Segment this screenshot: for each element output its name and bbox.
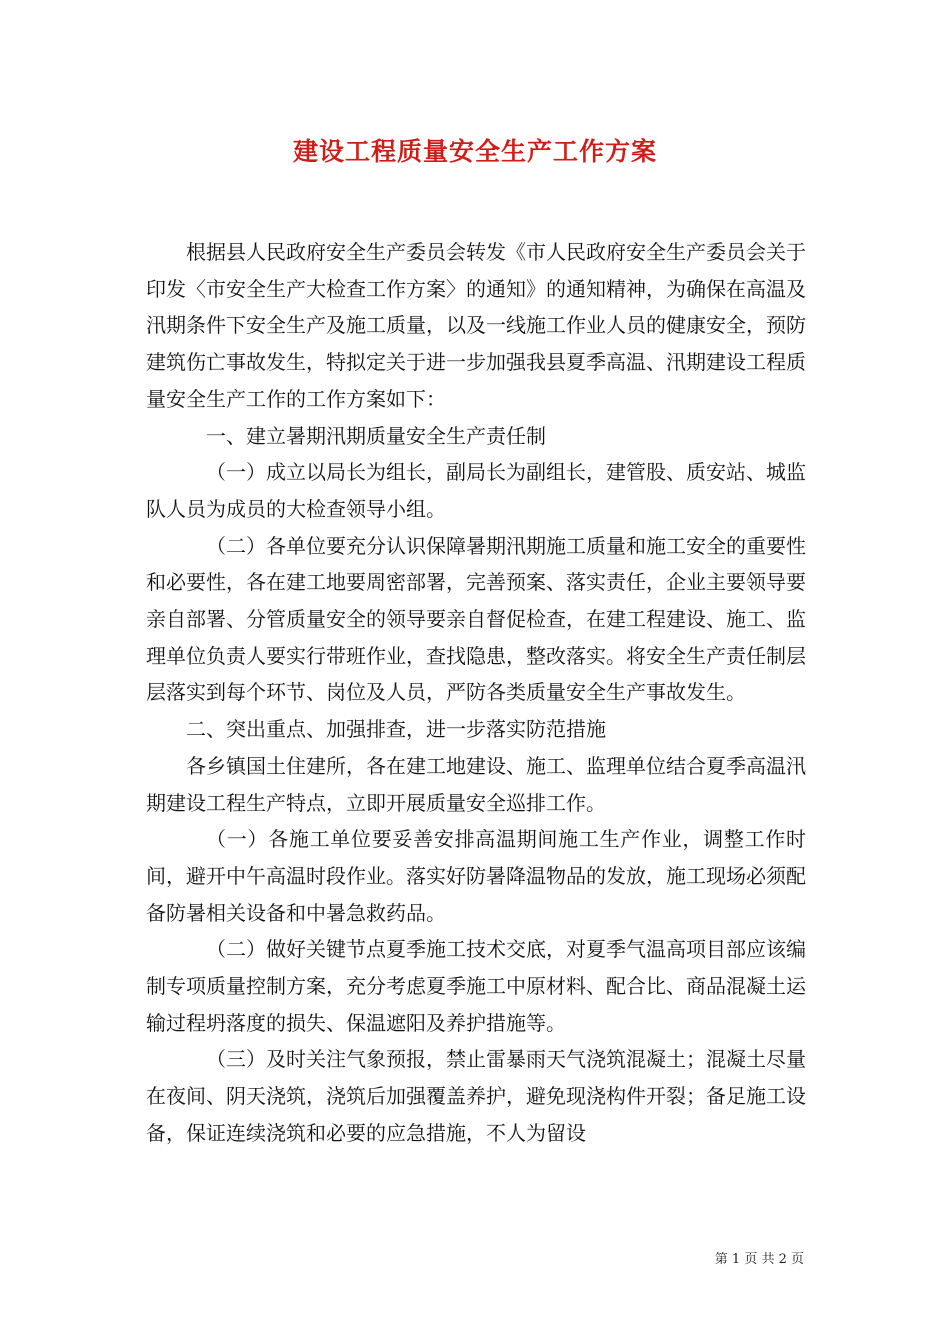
document-title: 建设工程质量安全生产工作方案 [292,137,657,166]
document-body [146,234,806,1152]
page-number: 第 1 页 共 2 页 [714,1252,804,1267]
paragraph-2-3: （三）及时关注气象预报，禁止雷暴雨天气浇筑混凝土；混凝土尽量在夜间、阴天浇筑，浇筑后加强覆盖养护，避免现浇构件开裂；备足施工设备，保证连续浇筑和必要的应急措施，不人为留设 [146,1047,806,1145]
paragraph-intro: 根据县人民政府安全生产委员会转发《市人民政府安全生产委员会关于印发〈市安全生产大检查工作方案〉的通知》的通知精神，为确保在高温及汛期条件下安全生产及施工质量，以及一线施工作业人员的健康安全，预防建筑伤亡事故发生，特拟定关于进一步加强我县夏季高温、汛期建设工程质量安全生产工作的工作方案如下： [146,240,806,411]
paragraph-1-1: （一）成立以局长为组长，副局长为副组长，建管股、质安站、城监队人员为成员的大检查领导小组。 [146,460,806,521]
section-heading-2: 二、突出重点、加强排查，进一步落实防范措施 [186,717,606,742]
paragraph-1-2: （二）各单位要充分认识保障暑期汛期施工质量和施工安全的重要性和必要性，各在建工地要周密部署，完善预案、落实责任，企业主要领导要亲自部署、分管质量安全的领导要亲自督促检查，在建工程建设、施工、监理单位负责人要实行带班作业，查找隐患，整改落实。将安全生产责任制层层落实到每个环节、岗位及人员，严防各类质量安全生产事故发生。 [146,533,806,705]
paragraph-2-2: （二）做好关键节点夏季施工技术交底，对夏季气温高项目部应该编制专项质量控制方案，充分考虑夏季施工中原材料、配合比、商品混凝土运输过程坍落度的损失、保温遮阳及养护措施等。 [146,937,806,1035]
section-heading-1: 一、建立暑期汛期质量安全生产责任制 [206,423,546,448]
paragraph-2-1: （一）各施工单位要妥善安排高温期间施工生产作业，调整工作时间，避开中午高温时段作业。落实好防暑降温物品的发放，施工现场必须配备防暑相关设备和中暑急救药品。 [146,827,806,925]
paragraph-2-intro: 各乡镇国土住建所，各在建工地建设、施工、监理单位结合夏季高温汛期建设工程生产特点，立即开展质量安全巡排工作。 [146,753,806,815]
